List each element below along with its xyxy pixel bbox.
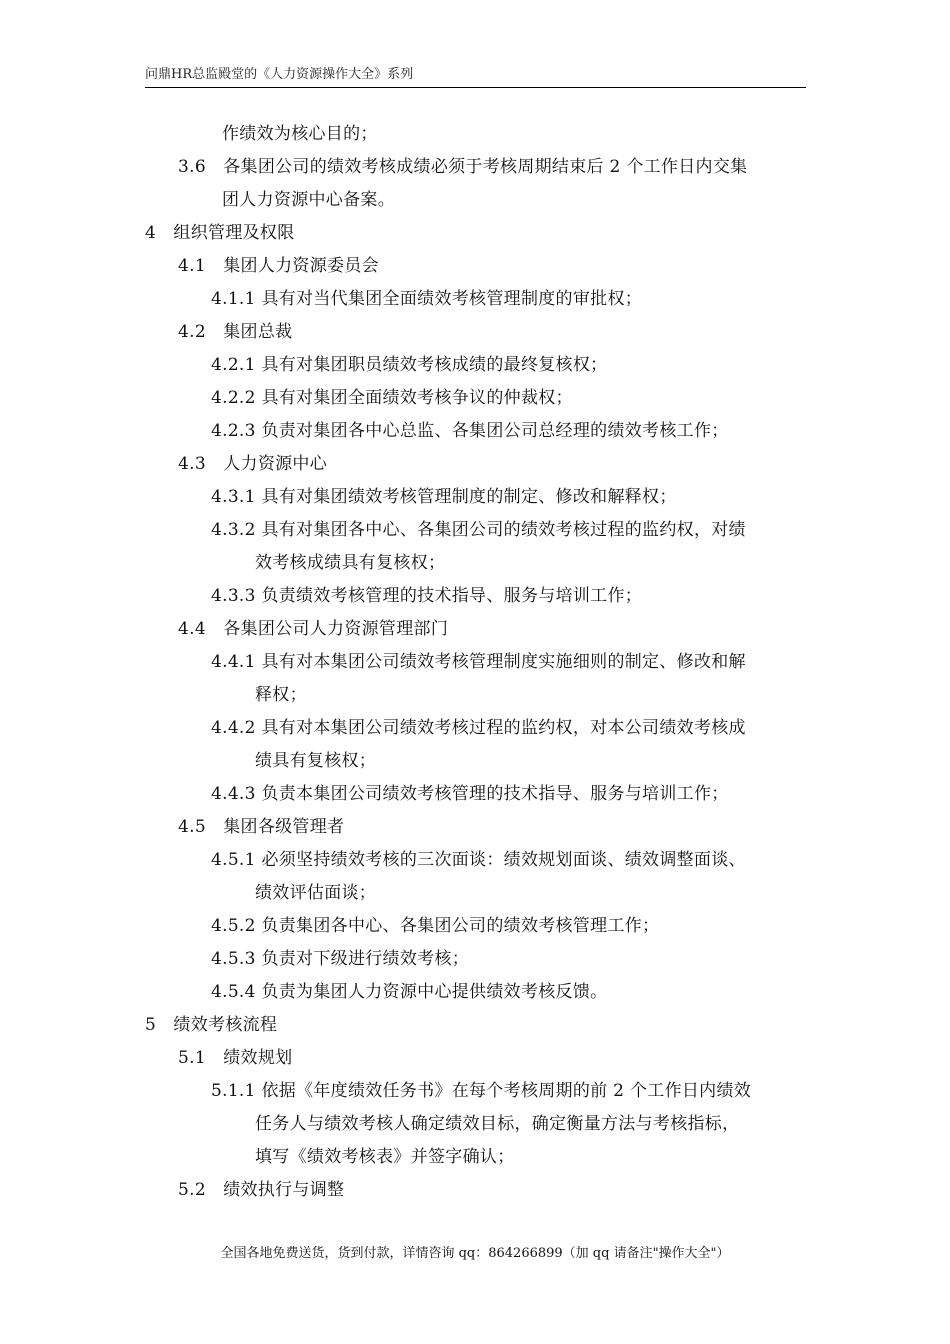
page-header: 问鼎HR总监殿堂的《人力资源操作大全》系列 xyxy=(145,67,414,82)
section-4-2-1: 4.2.1 具有对集团职员绩效考核成绩的最终复核权； xyxy=(211,355,608,375)
section-4-4: 4.4 各集团公司人力资源管理部门 xyxy=(178,619,449,639)
section-4-3-3: 4.3.3 负责绩效考核管理的技术指导、服务与培训工作； xyxy=(211,586,643,606)
section-5-heading: 5 绩效考核流程 xyxy=(145,1015,278,1035)
text-line: 绩具有复核权； xyxy=(255,751,377,771)
section-4-5-4: 4.5.4 负责为集团人力资源中心提供绩效考核反馈。 xyxy=(211,982,608,1002)
section-4-5-3: 4.5.3 负责对下级进行绩效考核； xyxy=(211,949,470,969)
section-4-3-1: 4.3.1 具有对集团绩效考核管理制度的制定、修改和解释权； xyxy=(211,487,677,507)
text-line: 释权； xyxy=(255,685,307,705)
section-4-1-1: 4.1.1 具有对当代集团全面绩效考核管理制度的审批权； xyxy=(211,289,643,309)
section-4-4-1: 4.4.1 具有对本集团公司绩效考核管理制度实施细则的制定、修改和解 xyxy=(211,652,746,672)
section-4-3: 4.3 人力资源中心 xyxy=(178,454,328,474)
section-4-5: 4.5 集团各级管理者 xyxy=(178,817,345,837)
section-4-5-1: 4.5.1 必须坚持绩效考核的三次面谈：绩效规划面谈、绩效调整面谈、 xyxy=(211,850,746,870)
text-line: 任务人与绩效考核人确定绩效目标，确定衡量方法与考核指标， xyxy=(255,1114,740,1134)
section-4-heading: 4 组织管理及权限 xyxy=(145,223,295,243)
section-4-2: 4.2 集团总裁 xyxy=(178,322,293,342)
text-line: 绩效评估面谈； xyxy=(255,883,377,903)
section-3-6: 3.6 各集团公司的绩效考核成绩必须于考核周期结束后 2 个工作日内交集 xyxy=(178,157,748,177)
section-4-3-2: 4.3.2 具有对集团各中心、各集团公司的绩效考核过程的监约权，对绩 xyxy=(211,520,746,540)
section-4-4-3: 4.4.3 负责本集团公司绩效考核管理的技术指导、服务与培训工作； xyxy=(211,784,729,804)
section-4-2-2: 4.2.2 具有对集团全面绩效考核争议的仲裁权； xyxy=(211,388,573,408)
section-5-2: 5.2 绩效执行与调整 xyxy=(178,1180,345,1200)
section-4-4-2: 4.4.2 具有对本集团公司绩效考核过程的监约权，对本公司绩效考核成 xyxy=(211,718,746,738)
section-5-1: 5.1 绩效规划 xyxy=(178,1048,293,1068)
text-line: 效考核成绩具有复核权； xyxy=(255,553,446,573)
section-4-2-3: 4.2.3 负责对集团各中心总监、各集团公司总经理的绩效考核工作； xyxy=(211,421,729,441)
text-line: 填写《绩效考核表》并签字确认； xyxy=(255,1147,515,1167)
text-line: 作绩效为核心目的； xyxy=(222,124,378,144)
section-4-5-2: 4.5.2 负责集团各中心、各集团公司的绩效考核管理工作； xyxy=(211,916,660,936)
section-5-1-1: 5.1.1 依据《年度绩效任务书》在每个考核周期的前 2 个工作日内绩效 xyxy=(211,1081,752,1101)
text-line: 团人力资源中心备案。 xyxy=(222,190,395,210)
header-divider xyxy=(145,87,806,88)
page-footer: 全国各地免费送货，货到付款，详情咨询 qq：864266899（加 qq 请备注"操作大全"） xyxy=(220,1246,730,1261)
section-4-1: 4.1 集团人力资源委员会 xyxy=(178,256,379,276)
